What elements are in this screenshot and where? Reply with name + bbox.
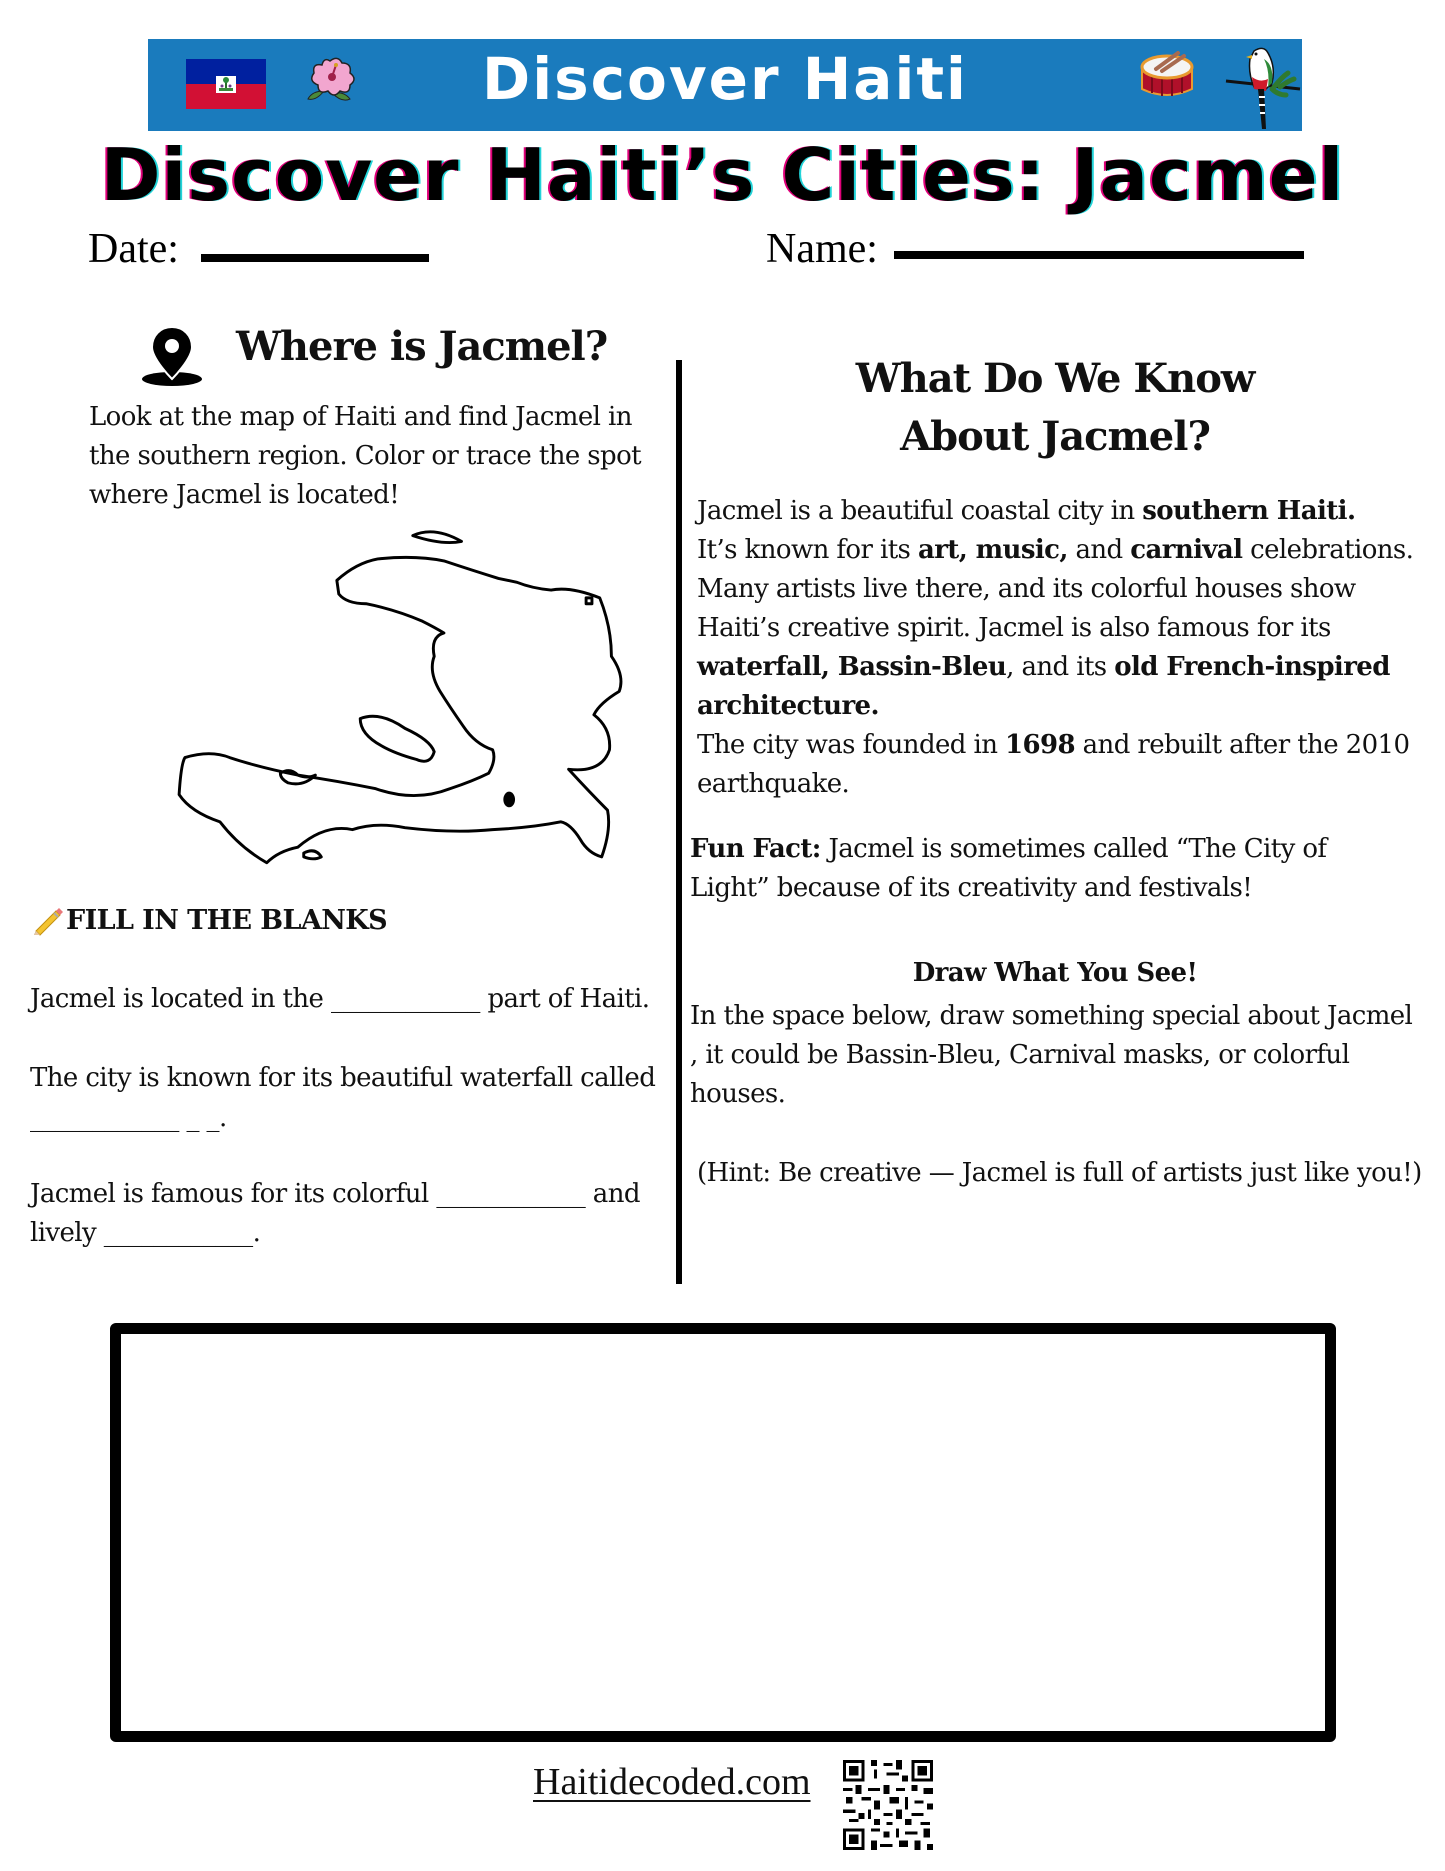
drawing-area[interactable] xyxy=(110,1323,1336,1742)
map-pin-icon xyxy=(140,325,204,387)
qr-code-icon[interactable] xyxy=(843,1760,933,1850)
haiti-outline-map[interactable] xyxy=(160,520,650,890)
worksheet-title: Discover Haiti’s Cities: Jacmel xyxy=(100,133,1345,217)
hispaniolan-trogon-bird-icon xyxy=(1224,43,1302,131)
name-write-line[interactable] xyxy=(894,251,1304,259)
header-banner xyxy=(148,39,1302,131)
where-instructions: Look at the map of Haiti and find Jacmel in the southern region. Color or trace the spot where Jacmel is located! xyxy=(89,402,641,510)
blank-field[interactable]: ____________ xyxy=(330,984,480,1014)
blank-field[interactable]: ____________ xyxy=(103,1218,253,1248)
name-label: Name: xyxy=(766,226,878,272)
date-write-line[interactable] xyxy=(201,254,429,262)
pencil-icon xyxy=(30,903,64,937)
draw-instructions: In the space below, draw something special about Jacmel , it could be Bassin-Bleu, Carnival masks, or colorful houses. xyxy=(690,1001,1413,1109)
fill-in-blanks-title: FILL IN THE BLANKS xyxy=(66,904,388,936)
fill-in-blanks-heading xyxy=(30,903,387,937)
fill-blank-item-2: The city is known for its beautiful waterfall called ____________ _ _. xyxy=(30,1063,656,1133)
fun-fact-label: Fun Fact: xyxy=(690,834,821,864)
date-label: Date: xyxy=(88,226,179,272)
fun-fact: Fun Fact: Jacmel is sometimes called “The City of Light” because of its creativity and festivals! xyxy=(690,834,1327,903)
banner-title: Discover Haiti xyxy=(482,45,968,113)
column-divider xyxy=(676,360,682,1284)
know-heading: What Do We Know About Jacmel? xyxy=(855,355,1255,460)
fill-blank-item-1: Jacmel is located in the ____________ part of Haiti. xyxy=(30,984,650,1014)
know-paragraph: Jacmel is a beautiful coastal city in southern Haiti. It’s known for its art, music, and carnival celebrations. Many artists live there, and its colorful houses show Haiti’s creative spirit. Jacmel is also famous for its waterfall, Bassin-Bleu, and its old French-inspired architecture. The city was founded in 1698 and rebuilt after the 2010 earthquake. xyxy=(697,496,1414,799)
website-link[interactable]: Haitidecoded.com xyxy=(533,1761,811,1803)
fill-blank-item-3: Jacmel is famous for its colorful ____________ and lively ____________. xyxy=(30,1179,640,1248)
draw-hint: (Hint: Be creative — Jacmel is full of artists just like you!) xyxy=(697,1158,1422,1188)
draw-heading: Draw What You See! xyxy=(912,958,1198,988)
where-heading: Where is Jacmel? xyxy=(236,323,608,370)
blank-field[interactable]: ____________ _ _ xyxy=(30,1103,219,1133)
drum-icon xyxy=(1138,49,1196,101)
blank-field[interactable]: ____________ xyxy=(436,1179,586,1209)
